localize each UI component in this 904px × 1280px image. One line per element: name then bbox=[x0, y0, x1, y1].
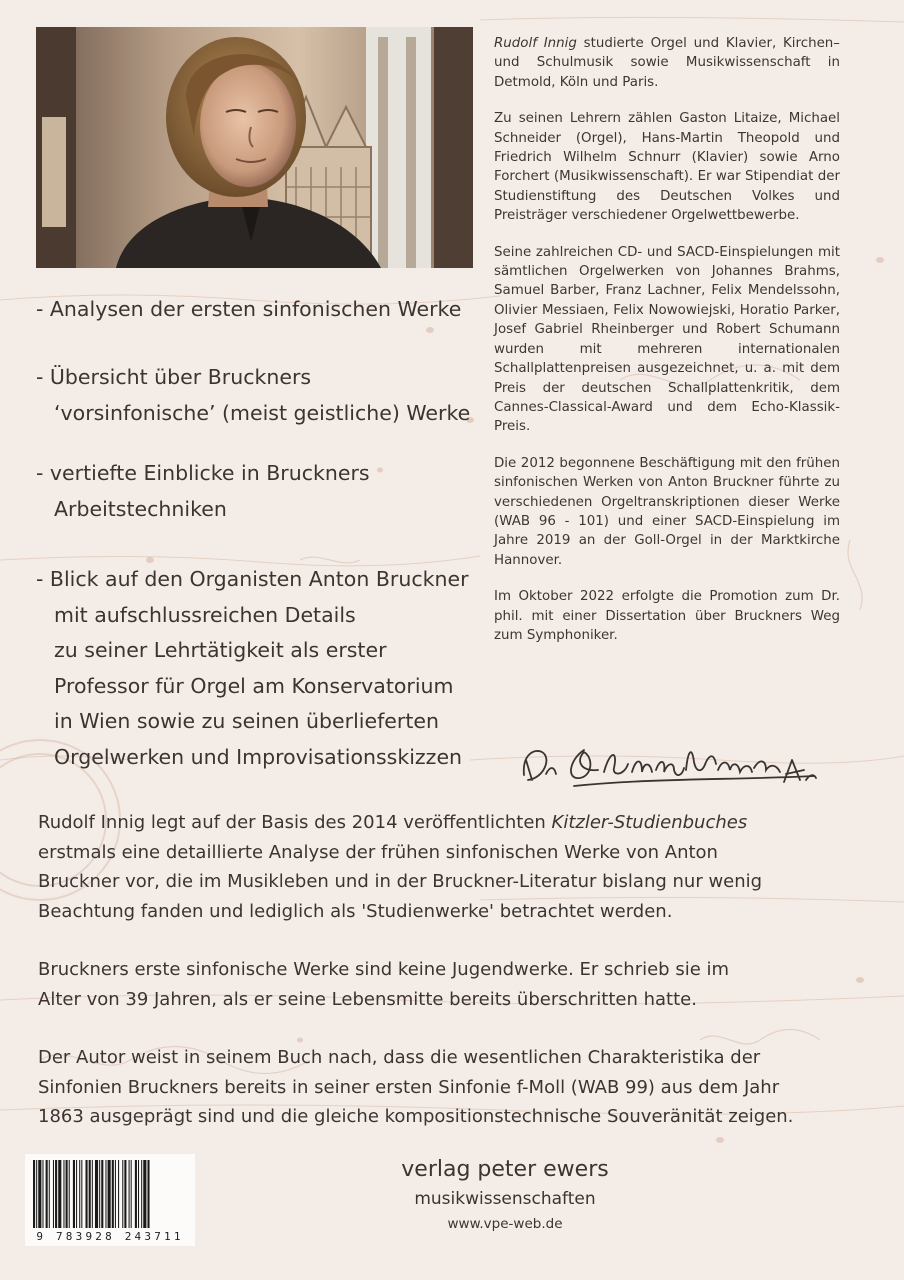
list-item-text: in Wien sowie zu seinen überlieferten bbox=[54, 709, 439, 733]
list-item-text: zu seiner Lehrtätigkeit als erster bbox=[54, 638, 387, 662]
description-paragraph bbox=[38, 955, 868, 1014]
description-text: Sinfonien Bruckners bereits in seiner ersten Sinfonie f-Moll (WAB 99) aus dem Jahr bbox=[38, 1076, 780, 1098]
description-text: Bruckners erste sinfonische Werke sind keine Jugendwerke. Er schrieb sie im bbox=[38, 959, 730, 980]
bio-paragraph: Die 2012 begonnene Beschäftigung mit den frühen sinfonischen Werken von Anton Bruckner führte zu verschiedenen Orgeltranskriptionen dieser Werke (WAB 96 - 101) und einer SACD-Einspielung im Jahre 2019 an der Goll-Orgel in der Marktkirche Hannover. bbox=[494, 455, 840, 568]
list-item-text: Professor für Orgel am Konservatorium bbox=[54, 673, 454, 698]
publisher-subtitle: musikwissenschaften bbox=[414, 1189, 596, 1209]
bio-paragraph: Zu seinen Lehrern zählen Gaston Litaize, Michael Schneider (Orgel), Hans-Martin Theopold und Friedrich Wilhelm Schnurr (Klavier) sowie Arno Forchert (Musikwissenschaft). Er war Stipendiat der Studienstiftung des Deutschen Volkes und Preisträger verschiedener Orgelwettbewerbe. bbox=[494, 111, 840, 224]
bio-paragraph: Im Oktober 2022 erfolgte die Promotion zum Dr. phil. mit einer Dissertation über Bruckners Weg zum Symphoniker. bbox=[494, 589, 840, 643]
bio-paragraph: Seine zahlreichen CD- und SACD-Einspielungen mit sämtlichen Orgelwerken von Johannes Brahms, Samuel Barber, Franz Lachner, Felix Mendelssohn, Olivier Messiaen, Felix Nowowiejski, Horatio Parker, Josef Gabriel Rheinberger und Robert Schumann wurden mit mehreren internationalen Schallplattenpreisen ausgezeichnet, u. a. mit dem Preis der deutschen Schallplattenkritik, dem Cannes-Classical-Award und dem Echo-Klassik-Preis. bbox=[494, 244, 840, 435]
list-item bbox=[36, 292, 481, 328]
description-text: Alter von 39 Jahren, als er seine Lebensmitte bereits überschritten hatte. bbox=[38, 988, 697, 1010]
description-text: Bruckner vor, die im Musikleben und in der Bruckner-Literatur bislang nur wenig bbox=[38, 871, 763, 892]
list-item bbox=[36, 360, 481, 431]
author-photo bbox=[36, 27, 473, 268]
bio-paragraph bbox=[494, 34, 840, 92]
list-item-text: Orgelwerken und Improvisationsskizzen bbox=[54, 744, 463, 769]
barcode-bars bbox=[31, 1160, 189, 1230]
list-item-text: - Analysen der ersten sinfonischen Werke bbox=[36, 297, 462, 321]
author-biography bbox=[494, 34, 840, 662]
list-item bbox=[36, 562, 481, 775]
description-text: erstmals eine detaillierte Analyse der frühen sinfonischen Werke von Anton bbox=[38, 841, 718, 863]
book-description bbox=[38, 808, 868, 1161]
list-item bbox=[36, 456, 481, 527]
list-item-text: - vertiefte Einblicke in Bruckners bbox=[36, 461, 370, 485]
publisher-name: verlag peter ewers bbox=[401, 1157, 609, 1182]
list-item-text: - Übersicht über Bruckners bbox=[36, 365, 312, 389]
bio-text: studierte Orgel und Klavier, Kirchen– und Schulmusik sowie Musikwissenschaft in Detmold, Köln und Paris. bbox=[494, 36, 840, 90]
description-paragraph bbox=[38, 1043, 868, 1132]
description-paragraph bbox=[38, 808, 868, 926]
list-item-text: ‘vorsinfonische’ (meist geistliche) Werke bbox=[54, 400, 471, 425]
description-text: 1863 ausgeprägt sind und die gleiche kompositionstechnische Souveränität zeigen. bbox=[38, 1106, 794, 1127]
isbn-digits: 9 783928 243711 bbox=[36, 1230, 184, 1243]
description-text: Beachtung fanden und lediglich als 'Studienwerke' betrachtet werden. bbox=[38, 900, 673, 922]
book-title-reference: Kitzler-Studienbuches bbox=[551, 812, 748, 833]
description-text: Der Autor weist in seinem Buch nach, dass die wesentlichen Charakteristika der bbox=[38, 1047, 761, 1068]
list-item-text: mit aufschlussreichen Details bbox=[54, 602, 356, 627]
author-name: Rudolf Innig bbox=[494, 36, 577, 51]
list-item-text: - Blick auf den Organisten Anton Bruckner bbox=[36, 567, 469, 591]
isbn-barcode bbox=[25, 1154, 195, 1246]
bruckner-signature bbox=[514, 730, 824, 800]
publisher-website: www.vpe-web.de bbox=[447, 1216, 563, 1232]
description-text: Rudolf Innig legt auf der Basis des 2014 veröffentlichten bbox=[38, 812, 552, 833]
publisher-block bbox=[380, 1155, 630, 1235]
list-item-text: Arbeitstechniken bbox=[54, 496, 227, 521]
